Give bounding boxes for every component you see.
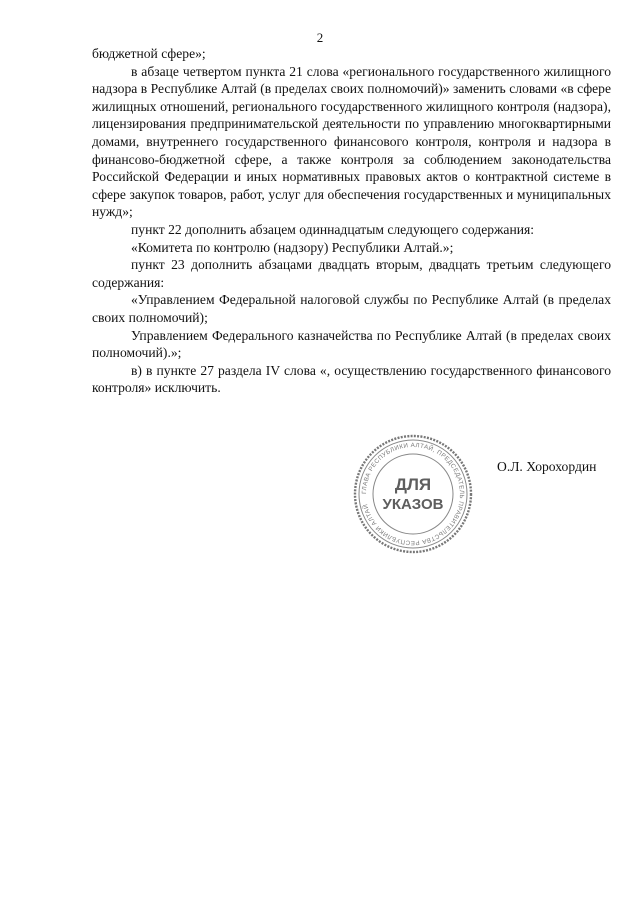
document-body: [92, 45, 611, 397]
paragraph: бюджетной сфере»;: [92, 46, 206, 61]
svg-text:ГЛАВА РЕСПУБЛИКИ АЛТАЙ, ПРЕДСЕ: [361, 442, 465, 546]
stamp-text-line2: УКАЗОВ: [382, 496, 444, 513]
paragraph: «Комитета по контролю (надзору) Республики Алтай.»;: [131, 239, 454, 255]
paragraph: пункт 23 дополнить абзацами двадцать вторым, двадцать третьим следующего содержания:: [92, 257, 611, 290]
paragraph: «Управлением Федеральной налоговой службы по Республике Алтай (в пределах своих полномочий);: [92, 292, 611, 325]
official-stamp: [352, 433, 474, 555]
page-number: 2: [316, 30, 324, 45]
paragraph: Управлением Федерального казначейства по Республике Алтай (в пределах своих полномочий).»;: [92, 327, 611, 361]
paragraph: пункт 22 дополнить абзацем одиннадцатым следующего содержания:: [131, 221, 535, 237]
stamp-text-line1: ДЛЯ: [394, 475, 432, 494]
stamp-ring-text: ГЛАВА РЕСПУБЛИКИ АЛТАЙ, ПРЕДСЕДАТЕЛЬ ПРАВИТЕЛЬСТВА РЕСПУБЛИКИ АЛТАЙ: [360, 441, 466, 547]
paragraph: в абзаце четвертом пункта 21 слова «регионального государственного жилищного надзора в Республике Алтай (в пределах своих полномочий)» заменить словами «в сфере жилищных отношений, регионального государственного жилищного контроля (надзора), лицензирования предпринимательской деятельности по управлению многоквартирными домами, внутреннего государственного финансового контроля, контроля и надзора в финансово-бюджетной сфере, а также контроля за соблюдением законодательства Российской Федерации и иных нормативных правовых актов о контрактной системе в сфере закупок товаров, работ, услуг для обеспечения государственных и муниципальных нужд»;: [92, 63, 611, 220]
paragraph: в) в пункте 27 раздела IV слова «, осуществлению государственного финансового контроля» исключить.: [92, 362, 611, 396]
signatory-name: О.Л. Хорохордин: [497, 459, 597, 474]
